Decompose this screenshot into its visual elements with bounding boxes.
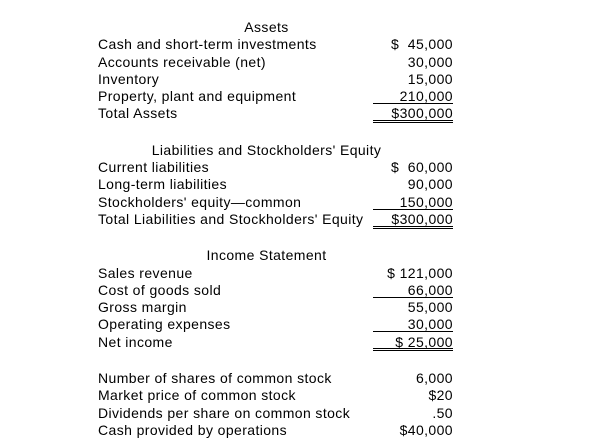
statement-section xyxy=(98,247,453,351)
row-amount: 6,000 xyxy=(415,370,453,387)
row-amount: $ 121,000 xyxy=(387,264,453,281)
statement-row xyxy=(98,299,453,316)
statement-row xyxy=(98,54,453,71)
row-label: Cash provided by operations xyxy=(98,421,288,438)
row-amount: 30,000 xyxy=(373,316,453,332)
row-amount: 150,000 xyxy=(373,194,453,210)
statement-row xyxy=(98,105,453,122)
row-label: Long-term liabilities xyxy=(98,176,228,193)
row-amount: 90,000 xyxy=(407,176,453,193)
row-label: Current liabilities xyxy=(98,159,210,176)
statement-row xyxy=(98,316,453,333)
row-label: Total Liabilities and Stockholders' Equity xyxy=(98,210,364,227)
row-label: Total Assets xyxy=(98,105,178,122)
row-label: Gross margin xyxy=(98,299,187,316)
statement-section xyxy=(98,19,453,123)
section-rows xyxy=(98,370,453,439)
statement-row xyxy=(98,387,453,404)
row-label: Property, plant and equipment xyxy=(98,88,297,105)
statement-row xyxy=(98,370,453,387)
row-label: Net income xyxy=(98,333,173,350)
statement-row xyxy=(98,36,453,53)
row-amount: $300,000 xyxy=(373,105,453,123)
statement-row xyxy=(98,405,453,422)
statement-row xyxy=(98,71,453,88)
row-label: Accounts receivable (net) xyxy=(98,53,266,70)
row-amount: $20 xyxy=(428,387,453,404)
row-label: Cash and short-term investments xyxy=(98,36,317,53)
statement-row xyxy=(98,211,453,228)
row-label: Dividends per share on common stock xyxy=(98,404,351,421)
section-rows xyxy=(98,36,453,122)
row-amount: $ 25,000 xyxy=(373,334,453,352)
section-rows xyxy=(98,159,453,228)
statement-row xyxy=(98,176,453,193)
row-amount: 66,000 xyxy=(373,282,453,298)
row-label: Inventory xyxy=(98,70,160,87)
financial-statements xyxy=(98,19,453,439)
row-label: Market price of common stock xyxy=(98,387,296,404)
row-label: Cost of goods sold xyxy=(98,281,222,298)
statement-section xyxy=(98,370,453,439)
row-amount: $300,000 xyxy=(373,211,453,229)
statement-row xyxy=(98,265,453,282)
statement-row xyxy=(98,159,453,176)
row-amount: $ 60,000 xyxy=(391,159,453,176)
section-rows xyxy=(98,265,453,351)
row-label: Stockholders' equity—common xyxy=(98,193,302,210)
statement-section xyxy=(98,142,453,228)
section-title: Liabilities and Stockholders' Equity xyxy=(151,141,382,158)
row-amount: 210,000 xyxy=(373,88,453,104)
row-label: Number of shares of common stock xyxy=(98,370,332,387)
statement-row xyxy=(98,334,453,351)
statement-row xyxy=(98,88,453,105)
statement-row xyxy=(98,422,453,439)
section-title: Income Statement xyxy=(206,247,327,264)
statement-row xyxy=(98,194,453,211)
statement-row xyxy=(98,282,453,299)
row-amount: $ 45,000 xyxy=(391,36,453,53)
row-amount: $40,000 xyxy=(399,421,453,438)
row-label: Operating expenses xyxy=(98,316,231,333)
row-label: Sales revenue xyxy=(98,264,193,281)
row-amount: .50 xyxy=(432,404,453,421)
row-amount: 30,000 xyxy=(407,53,453,70)
section-title: Assets xyxy=(244,19,289,35)
row-amount: 55,000 xyxy=(407,299,453,316)
row-amount: 15,000 xyxy=(407,70,453,87)
